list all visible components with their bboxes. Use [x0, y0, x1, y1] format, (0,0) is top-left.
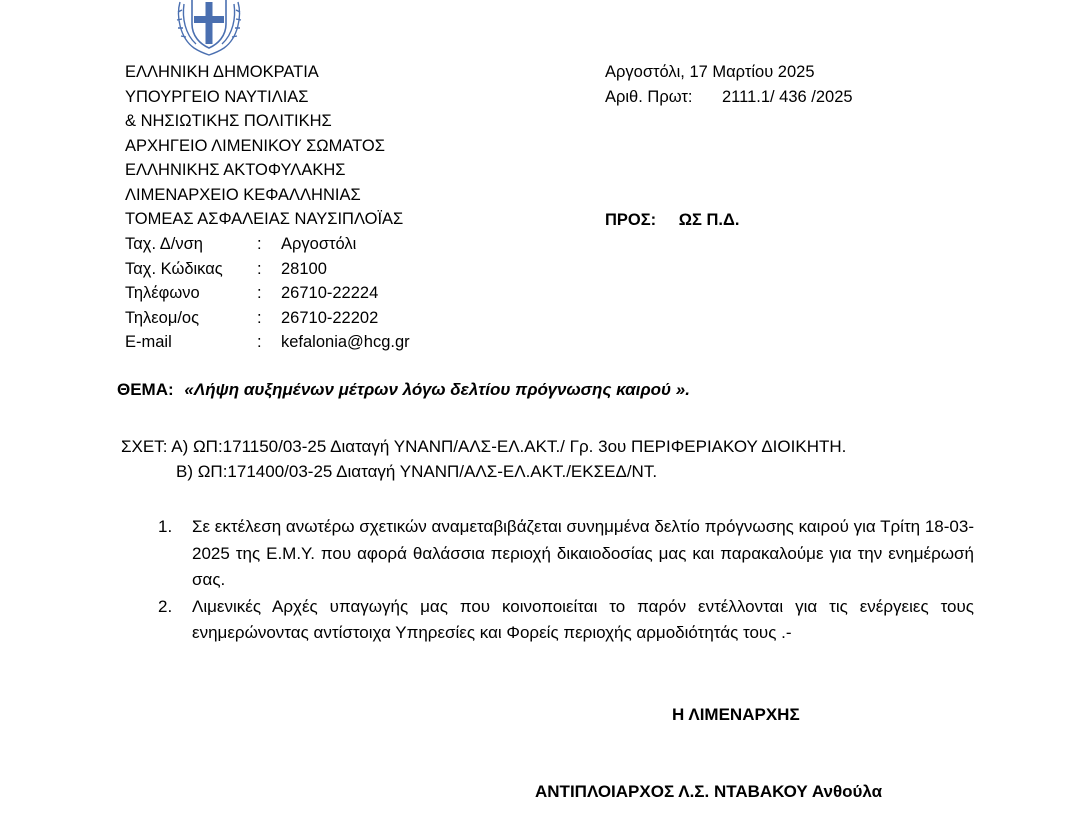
contact-colon: : — [257, 259, 262, 278]
contact-colon: : — [257, 235, 262, 253]
signature-title: Η ΛΙΜΕΝΑΡΧΗΣ — [672, 705, 800, 724]
contact-details — [125, 232, 410, 355]
references-label: ΣΧΕΤ: — [121, 437, 168, 456]
contact-colon: : — [257, 284, 262, 302]
protocol-number — [605, 85, 853, 110]
contact-value: 28100 — [281, 259, 327, 278]
contact-colon: : — [257, 333, 262, 351]
sender-line: ΑΡΧΗΓΕΙΟ ΛΙΜΕΝΙΚΟΥ ΣΩΜΑΤΟΣ — [125, 136, 385, 155]
sender-line: ΥΠΟΥΡΓΕΙΟ ΝΑΥΤΙΛΙΑΣ — [125, 87, 309, 106]
contact-label: E-mail — [125, 333, 172, 351]
contact-label: Ταχ. Δ/νση — [125, 235, 203, 253]
sender-line: ΕΛΛΗΝΙΚΗΣ ΑΚΤΟΦΥΛΑΚΗΣ — [125, 161, 346, 179]
contact-value: 26710-22224 — [281, 284, 379, 302]
sender-line: ΕΛΛΗΝΙΚΗ ΔΗΜΟΚΡΑΤΙΑ — [125, 63, 319, 81]
reference-b — [121, 459, 846, 484]
signature-name: ΑΝΤΙΠΛΟΙΑΡΧΟΣ Λ.Σ. ΝΤΑΒΑΚΟΥ Ανθούλα — [535, 782, 883, 801]
contact-label: Ταχ. Κώδικας — [125, 259, 223, 278]
sender-line: ΤΟΜΕΑΣ ΑΣΦΑΛΕΙΑΣ ΝΑΥΣΙΠΛΟΪΑΣ — [125, 210, 404, 228]
list-item — [158, 594, 974, 647]
contact-row-address — [125, 232, 410, 257]
coat-of-arms-icon — [172, 0, 246, 56]
contact-row-postcode — [125, 257, 410, 282]
contact-row-fax — [125, 306, 410, 331]
contact-email-link[interactable]: kefalonia@hcg.gr — [281, 333, 410, 351]
contact-label: Τηλέφωνο — [125, 284, 200, 302]
protocol-label: Αριθ. Πρωτ: — [605, 87, 693, 106]
list-item-number: 2. — [158, 596, 173, 616]
sender-line: ΛΙΜΕΝΑΡΧΕΙΟ ΚΕΦΑΛΛΗΝΙΑΣ — [125, 185, 361, 204]
reference-b-text: Β) ΩΠ:171400/03-25 Διαταγή ΥΝΑΝΠ/ΑΛΣ-ΕΛ.ΑΚΤ./ΕΚΣΕΔ/ΝΤ. — [176, 462, 658, 481]
subject-label: ΘΕΜΑ: — [117, 380, 174, 399]
reference-a-text: Α) ΩΠ:171150/03-25 Διαταγή ΥΝΑΝΠ/ΑΛΣ-ΕΛ.ΑΚΤ./ Γρ. 3ου ΠΕΡΙΦΕΡΙΑΚΟΥ ΔΙΟΙΚΗΤΗ. — [171, 437, 847, 456]
contact-value: 26710-22202 — [281, 308, 379, 327]
recipient-value: ΩΣ Π.Δ. — [678, 211, 740, 229]
references — [121, 434, 846, 484]
sender-line: & ΝΗΣΙΩΤΙΚΗΣ ΠΟΛΙΤΙΚΗΣ — [125, 112, 332, 130]
list-item-text: Λιμενικές Αρχές υπαγωγής μας που κοινοποιείται το παρόν εντέλλονται για τις ενέργειες τους ενημερώνοντας αντίστοιχα Υπηρεσίες και Φορείς περιοχής αρμοδιότητάς τους .- — [192, 596, 974, 642]
protocol-value: 2111.1/ 436 /2025 — [722, 87, 853, 106]
contact-label: Τηλεομ/ος — [125, 308, 200, 327]
reference-a — [121, 434, 846, 459]
contact-value: Αργοστόλι — [281, 235, 357, 253]
date-protocol-block — [605, 60, 853, 109]
list-item — [158, 514, 974, 594]
body-list — [158, 514, 974, 647]
subject-text: «Λήψη αυξημένων μέτρων λόγω δελτίου πρόγνωσης καιρού ». — [184, 380, 690, 399]
sender-block — [125, 60, 403, 232]
recipient-label: ΠΡΟΣ: — [605, 211, 657, 229]
contact-colon: : — [257, 308, 262, 327]
contact-row-phone — [125, 281, 410, 306]
list-item-text: Σε εκτέλεση ανωτέρω σχετικών αναμεταβιβάζεται συνημμένα δελτίο πρόγνωσης καιρού για Τρίτη 18-03-2025 της Ε.Μ.Υ. που αφορά θαλάσσια περιοχή δικαιοδοσίας μας και παρακαλούμε για την ενημέρωσή σας. — [192, 517, 974, 589]
recipient — [605, 208, 739, 232]
contact-row-email — [125, 330, 410, 355]
subject-line — [117, 380, 690, 400]
place-date: Αργοστόλι, 17 Μαρτίου 2025 — [605, 63, 815, 81]
list-item-number: 1. — [158, 517, 173, 536]
